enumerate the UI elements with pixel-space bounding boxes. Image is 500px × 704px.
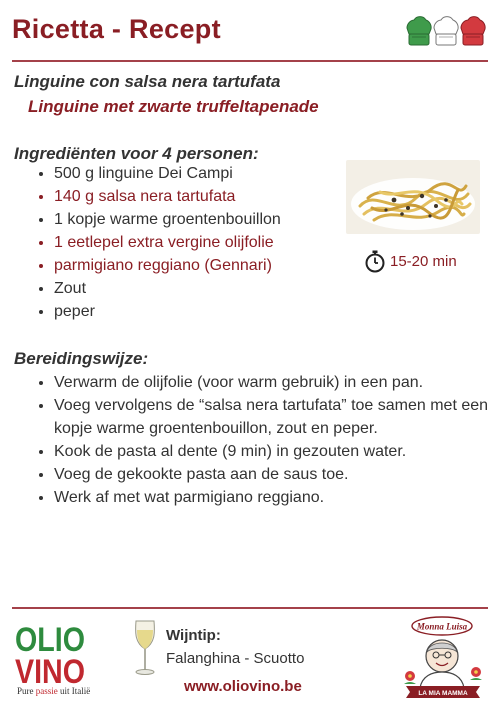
mamma-logo-text: Monna Luisa: [416, 621, 468, 632]
recipe-title-dutch: Linguine met zwarte truffeltapenade: [28, 97, 319, 116]
list-item: • Verwarm de olijfolie (voor warm gebruik) in een pan.: [54, 371, 500, 394]
mamma-luisa-logo: [398, 614, 488, 700]
website-link[interactable]: www.oliovino.be: [184, 678, 302, 695]
wine-tip-name: Falanghina - Scuotto: [166, 650, 305, 667]
list-item: • Voeg de gekookte pasta aan de saus toe.: [54, 463, 500, 486]
recipe-title-italian: Linguine con salsa nera tartufata: [14, 72, 281, 91]
pasta-photo: [346, 160, 480, 234]
preparation-heading: Bereidingswijze:: [14, 349, 149, 368]
footer-divider: [12, 607, 488, 609]
page-title: Ricetta - Recept: [12, 14, 221, 44]
list-item: • Voeg vervolgens de “salsa nera tartufata” toe samen met een kopje warme groentenbouillon, zout en peper.: [54, 394, 500, 440]
chef-hats-icon: [404, 14, 488, 48]
list-item: • 140 g salsa nera tartufata: [54, 185, 281, 208]
cooking-time: [364, 249, 457, 273]
tagline-highlight: passie: [35, 686, 58, 696]
header-divider: [12, 60, 488, 62]
list-item: • parmigiano reggiano (Gennari): [54, 254, 281, 277]
stopwatch-icon: [364, 249, 386, 273]
preparation-steps: [30, 371, 500, 509]
wine-glass-icon: [132, 618, 158, 678]
wine-tip-label: Wijntip:: [166, 627, 221, 644]
list-item: • Kook de pasta al dente (9 min) in gezouten water.: [54, 440, 500, 463]
list-item: • 500 g linguine Dei Campi: [54, 162, 281, 185]
ingredients-list: [30, 162, 281, 323]
mamma-banner-text: LA MIA MAMMA: [418, 690, 468, 697]
list-item: • 1 kopje warme groentenbouillon: [54, 208, 281, 231]
list-item: • Zout: [54, 277, 281, 300]
list-item: • 1 eetlepel extra vergine olijfolie: [54, 231, 281, 254]
tagline: [17, 686, 90, 696]
list-item: • Werk af met wat parmigiano reggiano.: [54, 486, 500, 509]
logo-line-vino: VINO: [15, 653, 85, 691]
tagline-part: uit Italië: [60, 686, 91, 696]
list-item: • peper: [54, 300, 281, 323]
cooking-time-label: 15-20 min: [390, 252, 457, 270]
logo-line-olio: OLIO: [15, 621, 85, 659]
tagline-part: Pure: [17, 686, 34, 696]
ingredients-heading: Ingrediënten voor 4 personen:: [14, 144, 259, 163]
